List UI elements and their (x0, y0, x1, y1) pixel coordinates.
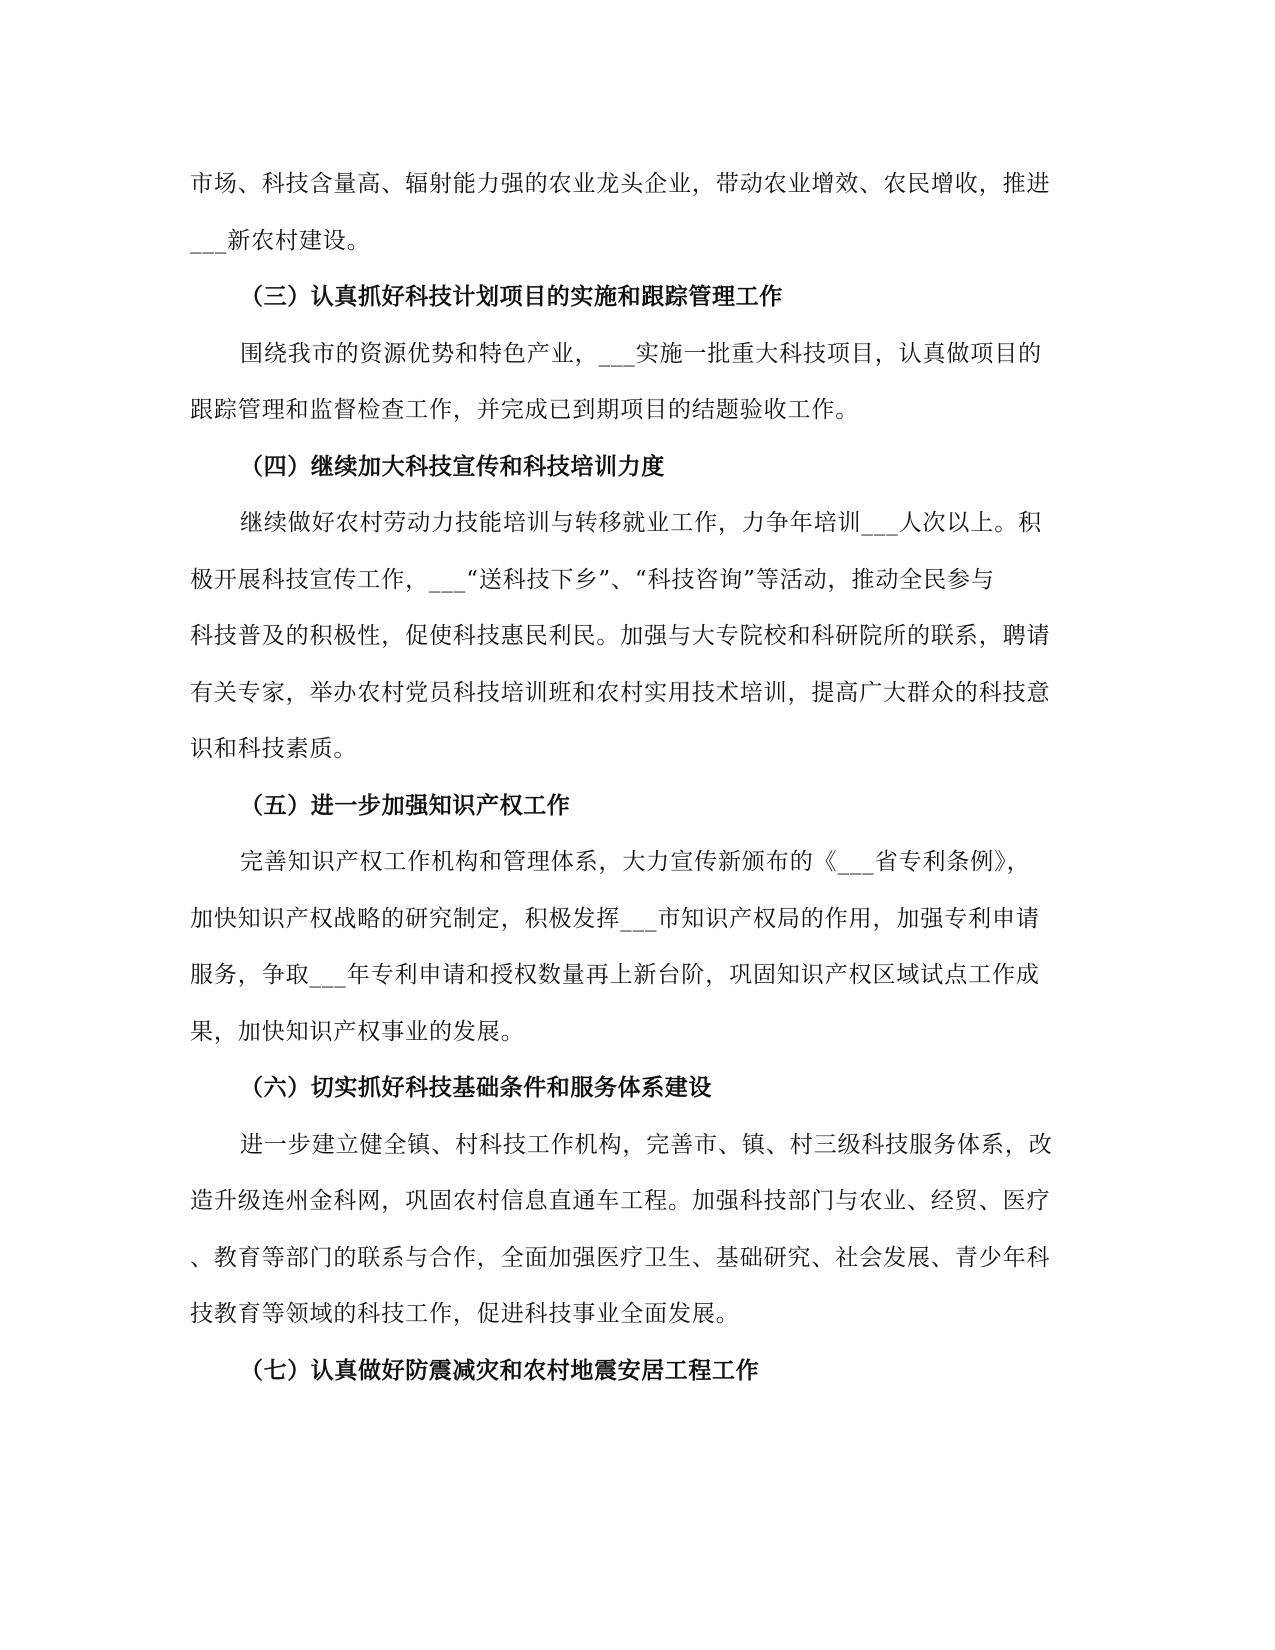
body-text-line: ___新农村建设。 (190, 228, 371, 254)
body-text-line: 跟踪管理和监督检查工作，并完成已到期项目的结题验收工作。 (190, 397, 860, 423)
body-text-line: 有关专家，举办农村党员科技培训班和农村实用技术培训，提高广大群众的科技意 (190, 680, 1051, 706)
section-heading-7: （七）认真做好防震减灾和农村地震安居工程工作 (240, 1357, 760, 1384)
section-heading-6: （六）切实抓好科技基础条件和服务体系建设 (240, 1074, 712, 1101)
body-text-line: 继续做好农村劳动力技能培训与转移就业工作，力争年培训___人次以上。积 (240, 510, 1042, 536)
body-text-line: 造升级连州金科网，巩固农村信息直通车工程。加强科技部门与农业、经贸、医疗 (190, 1188, 1051, 1214)
body-text-line: 识和科技素质。 (190, 736, 358, 762)
body-text-line: 围绕我市的资源优势和特色产业，___实施一批重大科技项目，认真做项目的 (240, 341, 1042, 367)
section-heading-3: （三）认真抓好科技计划项目的实施和跟踪管理工作 (240, 283, 783, 310)
section-heading-5: （五）进一步加强知识产权工作 (240, 792, 571, 819)
body-text-line: 果，加快知识产权事业的发展。 (190, 1019, 525, 1045)
body-text-line: 进一步建立健全镇、村科技工作机构，完善市、镇、村三级科技服务体系，改 (240, 1132, 1053, 1158)
body-text-line: 科技普及的积极性，促使科技惠民利民。加强与大专院校和科研院所的联系，聘请 (190, 623, 1051, 649)
body-text-line: 市场、科技含量高、辐射能力强的农业龙头企业，带动农业增效、农民增收，推进 (190, 171, 1051, 197)
body-text-line: 极开展科技宣传工作，___“送科技下乡”、“科技咨询”等活动，推动全民参与 (190, 567, 995, 593)
body-text-line: 加快知识产权战略的研究制定，积极发挥___市知识产权局的作用，加强专利申请 (190, 906, 1040, 932)
section-heading-4: （四）继续加大科技宣传和科技培训力度 (240, 453, 665, 480)
body-text-line: 完善知识产权工作机构和管理体系，大力宣传新颁布的《___省专利条例》， (240, 849, 1031, 875)
body-text-line: 服务，争取___年专利申请和授权数量再上新台阶，巩固知识产权区域试点工作成 (190, 962, 1040, 988)
body-text-line: 技教育等领域的科技工作，促进科技事业全面发展。 (190, 1301, 740, 1327)
body-text-line: 、教育等部门的联系与合作，全面加强医疗卫生、基础研究、社会发展、青少年科 (190, 1245, 1051, 1271)
